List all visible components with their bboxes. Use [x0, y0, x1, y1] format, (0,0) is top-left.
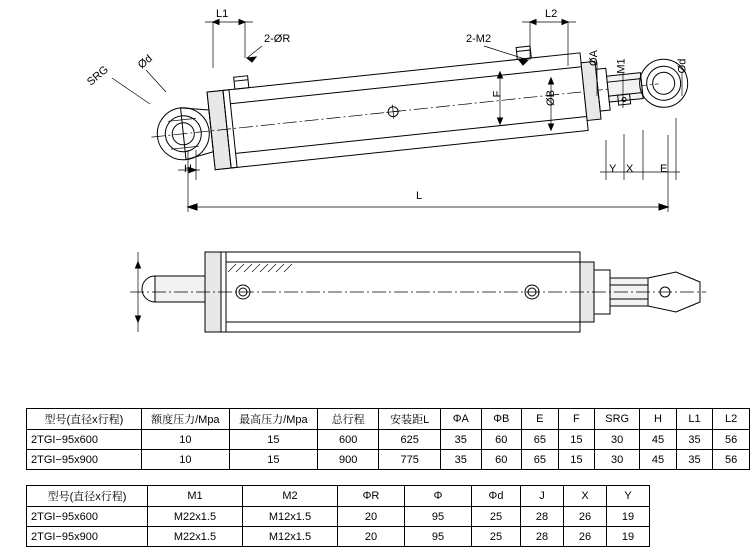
th-max-pressure: 最高压力/Mpa — [229, 409, 317, 430]
cell-model: 2TGI−95x600 — [27, 430, 142, 450]
cell-j: 28 — [521, 527, 564, 547]
cell-model: 2TGI−95x600 — [27, 507, 148, 527]
label-phi-a: ØA — [587, 50, 600, 66]
label-h: H — [184, 163, 192, 175]
cell-h: 45 — [640, 450, 677, 470]
cell-l2: 56 — [713, 430, 750, 450]
cell-m1: M22x1.5 — [148, 527, 243, 547]
table-row — [27, 507, 650, 527]
th-phi-b: ΦB — [481, 409, 522, 430]
table-header-row — [27, 486, 650, 507]
cell-max-pressure: 15 — [229, 430, 317, 450]
th-install-l: 安装距L — [379, 409, 441, 430]
cell-model: 2TGI−95x900 — [27, 450, 142, 470]
table-header-row — [27, 409, 750, 430]
label-phi-b: ØB — [544, 90, 557, 106]
label-l2: L2 — [545, 8, 558, 20]
label-l1: L1 — [216, 8, 229, 20]
th-model: 型号(直径x行程) — [27, 409, 142, 430]
th-m1: M1 — [148, 486, 243, 507]
cell-phi-d: 25 — [472, 507, 521, 527]
label-2-m2: 2-M2 — [466, 33, 492, 45]
label-phi-d-right: Ød — [676, 58, 689, 74]
th-j: J — [521, 486, 564, 507]
th-phi-a: ΦA — [441, 409, 482, 430]
cell-e: 65 — [522, 430, 559, 450]
cell-x: 26 — [564, 507, 607, 527]
cell-phi-b: 60 — [481, 450, 522, 470]
cell-phi-a: 35 — [441, 450, 482, 470]
th-y: Y — [607, 486, 650, 507]
label-f: F — [491, 90, 504, 98]
th-model: 型号(直径x行程) — [27, 486, 148, 507]
cell-phi: 95 — [405, 507, 472, 527]
cell-l1: 35 — [676, 430, 713, 450]
th-x: X — [564, 486, 607, 507]
cell-l2: 56 — [713, 450, 750, 470]
cell-rated-pressure: 10 — [141, 450, 229, 470]
th-m2: M2 — [243, 486, 338, 507]
cell-h: 45 — [640, 430, 677, 450]
cell-install-l: 625 — [379, 430, 441, 450]
th-phi-d: Φd — [472, 486, 521, 507]
label-m1: M1 — [615, 58, 628, 74]
th-f: F — [558, 409, 595, 430]
label-x: X — [626, 163, 634, 175]
spec-table-secondary — [26, 485, 650, 547]
cell-phi-d: 25 — [472, 527, 521, 547]
cell-model: 2TGI−95x900 — [27, 527, 148, 547]
cell-srg: 30 — [595, 430, 640, 450]
cell-e: 65 — [522, 450, 559, 470]
cell-phi-b: 60 — [481, 430, 522, 450]
cell-j: 28 — [521, 507, 564, 527]
th-e: E — [522, 409, 559, 430]
cell-srg: 30 — [595, 450, 640, 470]
cell-rated-pressure: 10 — [141, 430, 229, 450]
label-l-overall: L — [416, 190, 423, 202]
label-srg: SRG — [84, 63, 111, 89]
table-row — [27, 527, 650, 547]
cell-m2: M12x1.5 — [243, 507, 338, 527]
cell-install-l: 775 — [379, 450, 441, 470]
th-total-stroke: 总行程 — [317, 409, 379, 430]
cell-phi-r: 20 — [338, 527, 405, 547]
cell-y: 19 — [607, 527, 650, 547]
cell-y: 19 — [607, 507, 650, 527]
th-srg: SRG — [595, 409, 640, 430]
table-row — [27, 430, 750, 450]
th-l1: L1 — [676, 409, 713, 430]
cell-phi: 95 — [405, 527, 472, 547]
cell-l1: 35 — [676, 450, 713, 470]
th-phi-r: ΦR — [338, 486, 405, 507]
th-h: H — [640, 409, 677, 430]
label-e: E — [660, 163, 668, 175]
cell-phi-a: 35 — [441, 430, 482, 450]
spec-table-primary — [26, 408, 750, 470]
cell-f: 15 — [558, 450, 595, 470]
cell-m1: M22x1.5 — [148, 507, 243, 527]
cell-phi-r: 20 — [338, 507, 405, 527]
th-l2: L2 — [713, 409, 750, 430]
table-row — [27, 450, 750, 470]
cell-m2: M12x1.5 — [243, 527, 338, 547]
label-phi-d-left: Ød — [135, 52, 155, 72]
cell-f: 15 — [558, 430, 595, 450]
th-phi: Φ — [405, 486, 472, 507]
cell-max-pressure: 15 — [229, 450, 317, 470]
cell-x: 26 — [564, 527, 607, 547]
cell-total-stroke: 900 — [317, 450, 379, 470]
th-rated-pressure: 额度压力/Mpa — [141, 409, 229, 430]
cell-total-stroke: 600 — [317, 430, 379, 450]
label-2-phi-r: 2-ØR — [264, 33, 291, 45]
label-y: Y — [609, 163, 617, 175]
